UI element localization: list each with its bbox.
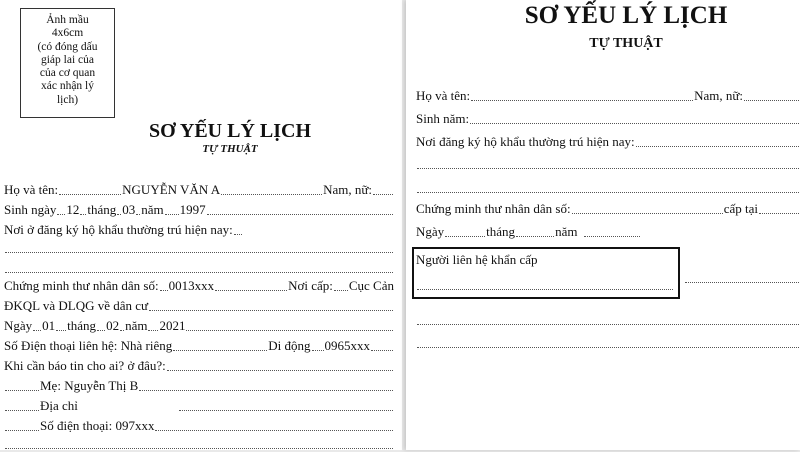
blank-line	[416, 312, 800, 328]
issued-by-row	[4, 298, 394, 314]
birth-day: 12	[66, 202, 80, 217]
label: Chứng minh thư nhân dân số:	[416, 201, 571, 216]
blank-line	[684, 270, 800, 286]
label: Sinh ngày	[4, 202, 57, 217]
birth-month: 03	[122, 202, 136, 217]
id-row	[4, 278, 394, 294]
contact-phone-row	[4, 418, 394, 434]
blank-line	[4, 240, 394, 256]
label: Ngày	[4, 318, 33, 333]
label: Nơi cấp:	[288, 278, 333, 293]
label: Di động	[268, 338, 311, 353]
blank-line	[416, 335, 800, 351]
photo-text: 4x6cm	[51, 27, 84, 40]
photo-text: xác nhận lý	[40, 80, 94, 93]
issue-year: 2021	[159, 318, 186, 333]
blank-line	[4, 260, 394, 276]
notify-row	[4, 358, 394, 374]
emergency-row	[416, 252, 538, 268]
full-name-value: NGUYỄN VĂN A	[122, 182, 221, 197]
photo-placeholder-box	[20, 8, 115, 118]
mobile-number: 0965xxx	[324, 338, 370, 353]
issue-day: 01	[42, 318, 56, 333]
photo-text: của cơ quan	[39, 67, 96, 80]
blank-line	[416, 156, 800, 172]
blank-form-page	[406, 0, 800, 450]
label: Địa chỉ	[40, 398, 78, 413]
date-row	[416, 224, 641, 240]
label: Sinh năm:	[416, 111, 470, 126]
id-row	[416, 201, 800, 217]
name-row	[4, 182, 394, 198]
label: tháng	[87, 202, 117, 217]
form-subtitle: TỰ THUẬT	[202, 143, 258, 155]
phone-row	[4, 338, 394, 354]
issue-month: 02	[106, 318, 120, 333]
issued-by-cont: ĐKQL và DLQG về dân cư	[4, 298, 149, 313]
residence-row	[416, 134, 800, 150]
residence-row	[4, 222, 394, 238]
mother-row	[4, 378, 394, 394]
mother-name: Mẹ: Nguyễn Thị B	[40, 378, 139, 393]
label: Nơi đăng ký hộ khẩu thường trú hiện nay:	[416, 134, 635, 149]
label: Khi cần báo tin cho ai? ở đâu?:	[4, 358, 166, 373]
photo-text: (có đóng dấu	[37, 40, 98, 53]
form-title: SƠ YẾU LÝ LỊCH	[148, 120, 312, 142]
contact-phone: Số điện thoại: 097xxx	[40, 418, 155, 433]
label: Số Điện thoại liên hệ: Nhà riêng	[4, 338, 173, 353]
address-row	[4, 398, 394, 414]
label: năm	[555, 224, 578, 239]
id-number: 0013xxx	[168, 278, 215, 293]
photo-text: giáp lai của	[40, 53, 94, 66]
form-title: SƠ YẾU LÝ LỊCH	[524, 2, 728, 29]
photo-text: lịch)	[56, 93, 79, 106]
birth-year-row	[416, 111, 800, 127]
label: Nam, nữ:	[323, 182, 372, 197]
emergency-contact-label: Người liên hệ khẩn cấp	[416, 252, 538, 267]
birth-row	[4, 202, 394, 218]
label: năm	[125, 318, 148, 333]
issue-date-row	[4, 318, 394, 334]
label: tháng	[67, 318, 97, 333]
label: Nơi ở đăng ký hộ khẩu thường trú hiện nay:	[4, 222, 233, 237]
form-subtitle: TỰ THUẬT	[589, 36, 663, 51]
label: cấp tại	[723, 201, 758, 216]
blank-line	[416, 180, 800, 196]
label: Họ và tên:	[4, 182, 59, 197]
label: Ngày	[416, 224, 445, 239]
photo-text: Ảnh mầu	[46, 14, 89, 26]
label: Chứng minh thư nhân dân số:	[4, 278, 159, 293]
name-row	[416, 88, 800, 104]
issued-by: Cục Cản	[348, 278, 394, 293]
label: Họ và tên:	[416, 88, 471, 103]
label: Nam, nữ:	[694, 88, 743, 103]
blank-line	[416, 277, 674, 293]
label: năm	[141, 202, 164, 217]
birth-year: 1997	[179, 202, 206, 217]
label: tháng	[486, 224, 516, 239]
